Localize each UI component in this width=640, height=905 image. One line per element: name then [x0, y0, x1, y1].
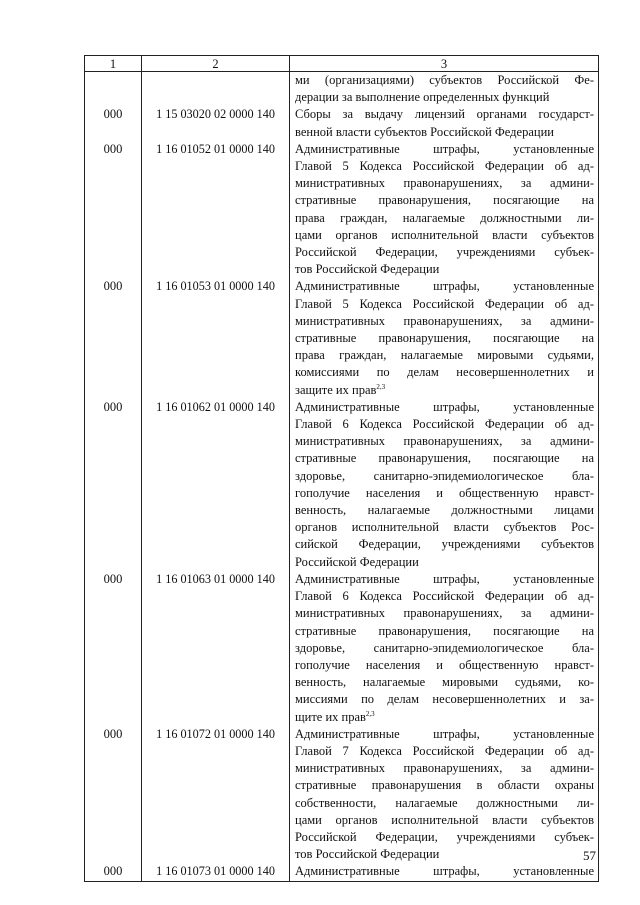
description-text: Административные штрафы, установленные [295, 279, 594, 294]
description-text: Административные штрафы, установленные [295, 864, 594, 879]
footnote-ref: 2,3 [365, 709, 375, 718]
income-code-cell: 1 16 01063 01 0000 140 [142, 571, 290, 726]
footnote-ref: 2,3 [376, 382, 386, 391]
income-code-cell: 1 16 01062 01 0000 140 [142, 399, 290, 571]
description-line [295, 657, 594, 674]
description-line [295, 330, 594, 347]
description-line [295, 175, 594, 192]
description-cell [290, 106, 599, 140]
description-line [295, 502, 594, 519]
admin-code-cell [85, 72, 142, 107]
description-text: ми (организациями) субъектов Российской Фе- [295, 73, 594, 87]
description-text: здоровье, санитарно-эпидемиологическое бла- [295, 640, 594, 655]
description-line [295, 795, 594, 812]
description-line [295, 450, 594, 467]
description-line [295, 433, 594, 450]
description-cell [290, 141, 599, 279]
admin-code-cell: 000 [85, 863, 142, 881]
table-row [85, 863, 599, 881]
description-text: стративные правонарушения в области охраны [295, 778, 594, 793]
admin-code-cell: 000 [85, 399, 142, 571]
description-text: Главой 6 Кодекса Российской Федерации об ад- [295, 417, 594, 432]
description-line [295, 829, 594, 846]
description-line [295, 210, 594, 227]
admin-code-cell: 000 [85, 106, 142, 140]
description-text: Главой 7 Кодекса Российской Федерации об ад- [295, 743, 594, 758]
description-text: дерации за выполнение определенных функций [295, 90, 550, 105]
description-text: Сборы за выдачу лицензий органами государст- [295, 107, 594, 122]
column-header-1: 1 [85, 56, 142, 72]
description-text: тов Российской Федерации [295, 262, 440, 277]
description-line [295, 726, 594, 743]
description-text: Российской Федерации, учреждениями субъек- [295, 245, 594, 260]
description-text: Административные штрафы, установленные [295, 141, 594, 156]
description-text: цами органов исполнительной власти субъектов [295, 227, 594, 242]
description-line [295, 846, 594, 863]
description-text: сийской Федерации, учреждениями субъектов [295, 537, 594, 552]
description-line [295, 536, 594, 553]
description-line [295, 674, 594, 691]
description-text: права граждан, налагаемые мировыми судьями, [295, 348, 594, 363]
table-row [85, 72, 599, 107]
description-text: стративные правонарушения, посягающие на [295, 451, 594, 466]
description-text: защите их прав [295, 382, 377, 397]
table-row [85, 106, 599, 140]
description-text: министративных правонарушениях, за админи- [295, 434, 594, 449]
income-code-cell: 1 16 01052 01 0000 140 [142, 141, 290, 279]
description-line [295, 399, 594, 416]
admin-code-cell: 000 [85, 278, 142, 398]
description-line [295, 124, 594, 141]
description-line [295, 261, 594, 278]
description-text: министративных правонарушениях, за админи- [295, 313, 594, 328]
description-line [295, 72, 594, 89]
table-row [85, 571, 599, 726]
description-text: миссиями по делам несовершеннолетних и за- [295, 692, 594, 707]
description-cell [290, 571, 599, 726]
description-text: венной власти субъектов Российской Федерации [295, 124, 554, 139]
description-text: гополучие населения и общественную нравст- [295, 485, 594, 500]
description-line [295, 364, 594, 381]
description-text: стративные правонарушения, посягающие на [295, 331, 594, 346]
description-text: венность, налагаемые должностными лицами [295, 503, 594, 518]
description-text: комиссиями по делам несовершеннолетних и [295, 365, 594, 380]
description-text: тов Российской Федерации [295, 847, 440, 862]
table-row [85, 278, 599, 398]
description-line [295, 863, 594, 880]
description-line [295, 244, 594, 261]
description-line [295, 519, 594, 536]
description-text: Российской Федерации, учреждениями субъек- [295, 829, 594, 844]
description-text: Административные штрафы, установленные [295, 726, 594, 741]
income-code-cell [142, 72, 290, 107]
table-row [85, 726, 599, 864]
description-line [295, 640, 594, 657]
description-text: собственности, налагаемые должностными ли- [295, 795, 594, 810]
description-text: Главой 5 Кодекса Российской Федерации об ад- [295, 159, 594, 174]
page-number: 57 [583, 848, 596, 863]
description-text: Административные штрафы, установленные [295, 571, 594, 586]
description-line [295, 416, 594, 433]
description-line [295, 605, 594, 622]
description-text: Российской Федерации [295, 554, 419, 569]
description-cell [290, 863, 599, 881]
description-line [295, 192, 594, 209]
column-header-2: 2 [142, 56, 290, 72]
description-cell [290, 726, 599, 864]
admin-code-cell: 000 [85, 141, 142, 279]
description-text: стративные правонарушения, посягающие на [295, 623, 594, 638]
description-line [295, 743, 594, 760]
admin-code-cell: 000 [85, 726, 142, 864]
description-text: министративных правонарушениях, за админи- [295, 606, 594, 621]
description-text: Административные штрафы, установленные [295, 399, 594, 414]
description-line [295, 812, 594, 829]
description-cell [290, 399, 599, 571]
table-row [85, 399, 599, 571]
description-line [295, 347, 594, 364]
description-line [295, 777, 594, 794]
budget-codes-table [84, 55, 599, 882]
description-line [295, 468, 594, 485]
description-line [295, 760, 594, 777]
description-line [295, 106, 594, 123]
description-text: министративных правонарушениях, за админи- [295, 176, 594, 191]
description-text: щите их прав [295, 709, 366, 724]
description-line [295, 227, 594, 244]
description-line [295, 158, 594, 175]
description-cell [290, 72, 599, 107]
column-header-3: 3 [290, 56, 599, 72]
description-line [295, 89, 594, 106]
description-text: органов исполнительной власти субъектов Рос- [295, 520, 594, 535]
description-line [295, 313, 594, 330]
income-code-cell: 1 16 01073 01 0000 140 [142, 863, 290, 881]
description-line [295, 571, 594, 588]
table-header-row [85, 56, 599, 72]
description-line [295, 588, 594, 605]
description-text: Главой 6 Кодекса Российской Федерации об ад- [295, 589, 594, 604]
description-text: Главой 5 Кодекса Российской Федерации об ад- [295, 296, 594, 311]
description-text: министративных правонарушениях, за админи- [295, 761, 594, 776]
description-text: права граждан, налагаемые должностными ли- [295, 210, 594, 225]
description-line [295, 691, 594, 708]
table-row [85, 141, 599, 279]
income-code-cell: 1 15 03020 02 0000 140 [142, 106, 290, 140]
income-code-cell: 1 16 01053 01 0000 140 [142, 278, 290, 398]
description-text: здоровье, санитарно-эпидемиологическое бла- [295, 468, 594, 483]
description-line [295, 485, 594, 502]
description-line [295, 709, 594, 726]
admin-code-cell: 000 [85, 571, 142, 726]
description-text: стративные правонарушения, посягающие на [295, 193, 594, 208]
description-line [295, 141, 594, 158]
description-text: гополучие населения и общественную нравст- [295, 657, 594, 672]
description-line [295, 382, 594, 399]
description-line [295, 554, 594, 571]
income-code-cell: 1 16 01072 01 0000 140 [142, 726, 290, 864]
description-line [295, 623, 594, 640]
description-cell [290, 278, 599, 398]
description-text: венность, налагаемые мировыми судьями, ко- [295, 675, 594, 690]
description-line [295, 278, 594, 295]
description-line [295, 296, 594, 313]
description-text: цами органов исполнительной власти субъектов [295, 812, 594, 827]
